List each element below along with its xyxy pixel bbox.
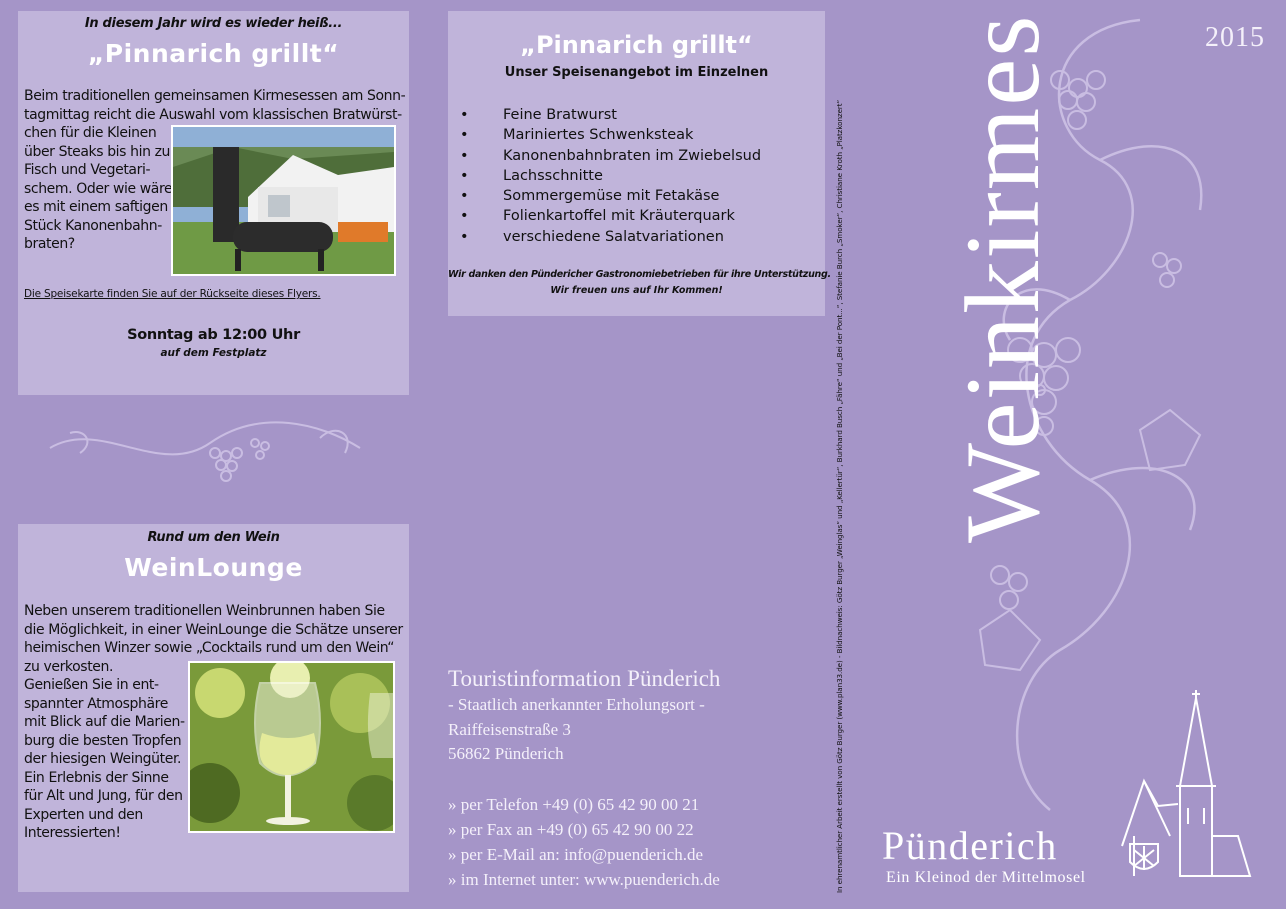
- weinlounge-side-line: Ein Erlebnis der Sinne: [24, 769, 169, 786]
- menu-reference-note: Die Speisekarte finden Sie auf der Rückseite dieses Flyers.: [24, 288, 321, 300]
- menu-subtitle: Unser Speisenangebot im Einzelnen: [504, 65, 769, 80]
- weinlounge-side-line: mit Blick auf die Marien-: [24, 714, 185, 730]
- photo-credits: In ehrenamtlicher Arbeit erstellt von Götz Burger (www.plan33.de) - Bildnachweis: Götz Burger „Weinglas“ und „Kellertür“, Burkhard Busch „Fähre“ und „Bei der Pont...“, Stefanie Burch „Smoker“, Christiane Kroth „Platzkonzert“: [835, 99, 844, 893]
- weinlounge-kicker: Rund um den Wein: [147, 530, 280, 545]
- grill-side-line: Stück Kanonenbahn-: [24, 217, 162, 234]
- weinlounge-title: WeinLounge: [124, 553, 303, 582]
- cover-logo-name: Pünderich: [882, 823, 1058, 868]
- menu-item: • Folienkartoffel mit Kräuterquark: [460, 208, 735, 225]
- menu-item: • verschiedene Salatvariationen: [460, 228, 724, 245]
- cover-logo-tagline: Ein Kleinod der Mittelmosel: [886, 869, 1086, 886]
- contact-web: » im Internet unter: www.puenderich.de: [448, 870, 720, 889]
- contact-subtitle: - Staatlich anerkannter Erholungsort -: [448, 695, 705, 714]
- menu-item: • Feine Bratwurst: [460, 107, 617, 123]
- wine-glass-photo: [188, 661, 395, 833]
- contact-city: 56862 Pünderich: [448, 744, 564, 763]
- grill-intro-line: Beim traditionellen gemeinsamen Kirmesessen am Sonn-: [24, 88, 406, 104]
- menu-welcome: Wir freuen uns auf Ihr Kommen!: [550, 285, 723, 296]
- grill-intro-line: tagmittag reicht die Auswahl vom klassischen Bratwürst-: [24, 106, 402, 123]
- menu-item: • Kanonenbahnbraten im Zwiebelsud: [460, 147, 762, 164]
- weinlounge-side-line: für Alt und Jung, für den: [24, 788, 183, 804]
- menu-thanks: Wir danken den Pündericher Gastronomiebetrieben für ihre Unterstützung.: [448, 269, 831, 280]
- grill-title: „Pinnarich grillt“: [87, 39, 340, 68]
- cover-year: 2015: [1205, 22, 1265, 53]
- contact-street: Raiffeisenstraße 3: [448, 720, 571, 739]
- weinlounge-side-line: Genießen Sie in ent-: [24, 677, 159, 693]
- church-logo-icon: [1118, 686, 1258, 886]
- contact-block: [448, 664, 720, 892]
- smoker-grill-photo: [171, 125, 396, 276]
- menu-title: „Pinnarich grillt“: [520, 31, 753, 59]
- contact-email: » per E-Mail an: info@puenderich.de: [448, 845, 703, 864]
- contact-title: Touristinformation Pünderich: [448, 666, 721, 691]
- vine-ornament: [40, 408, 370, 488]
- weinlounge-intro-line: die Möglichkeit, in einer WeinLounge die Schätze unserer: [24, 621, 403, 638]
- grill-side-line: braten?: [24, 236, 75, 252]
- weinlounge-intro-line: heimischen Winzer sowie „Cocktails rund um den Wein“: [24, 640, 395, 656]
- contact-fax: » per Fax an +49 (0) 65 42 90 00 22: [448, 820, 694, 839]
- grill-side-line: über Steaks bis hin zu: [24, 143, 171, 160]
- grill-side-line: chen für die Kleinen: [24, 125, 157, 141]
- weinlounge-intro-line: Neben unserem traditionellen Weinbrunnen haben Sie: [24, 603, 385, 619]
- weinlounge-side-line: Interessierten!: [24, 825, 121, 841]
- weinlounge-side-line: Experten und den: [24, 806, 143, 823]
- grill-side-line: schem. Oder wie wäre: [24, 180, 173, 197]
- grill-intro: [24, 87, 409, 124]
- event-place: auf dem Festplatz: [160, 347, 267, 359]
- menu-list: [460, 105, 761, 247]
- menu-item: • Sommergemüse mit Fetakäse: [460, 188, 720, 205]
- menu-item: • Mariniertes Schwenksteak: [460, 127, 694, 144]
- weinlounge-side-line: burg die besten Tropfen: [24, 732, 182, 749]
- grill-kicker: In diesem Jahr wird es wieder heiß...: [84, 16, 343, 31]
- menu-box: [448, 11, 831, 316]
- weinlounge-side-line: spannter Atmosphäre: [24, 695, 168, 712]
- event-time: Sonntag ab 12:00 Uhr: [127, 327, 300, 343]
- grill-info-box: [18, 11, 409, 395]
- grill-side-line: es mit einem saftigen: [24, 199, 168, 215]
- grill-side-text: [24, 124, 176, 254]
- weinlounge-intro-line: zu verkosten.: [24, 658, 114, 675]
- contact-phone: » per Telefon +49 (0) 65 42 90 00 21: [448, 795, 700, 814]
- menu-item: • Lachsschnitte: [460, 167, 603, 184]
- weinlounge-box: [18, 524, 409, 892]
- weinlounge-side-text: [24, 676, 190, 843]
- grill-side-line: Fisch und Vegetari-: [24, 162, 151, 178]
- cover-headline: Weinkirmes: [944, 13, 1061, 543]
- weinlounge-side-line: der hiesigen Weingüter.: [24, 751, 182, 767]
